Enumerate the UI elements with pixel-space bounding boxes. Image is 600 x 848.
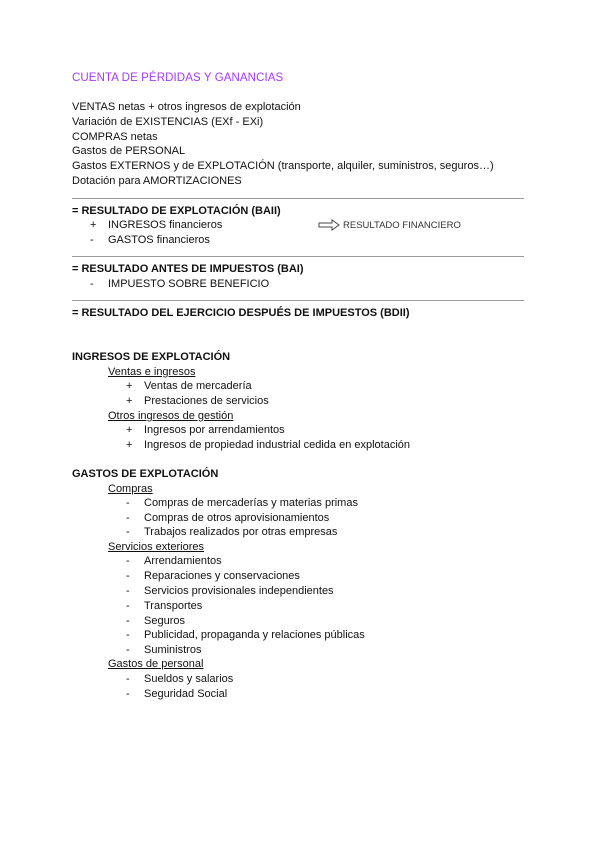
gastos-group-title: Servicios exteriores [108,541,204,553]
gastos-group-title: Compras [108,483,153,495]
list-item: - Arrendamientos [126,555,222,567]
intro-line: Gastos de PERSONAL [72,145,186,157]
intro-line: Variación de EXISTENCIAS (EXf - EXi) [72,116,264,128]
list-item: - Seguros [126,615,185,627]
list-item: - Transportes [126,600,203,612]
ingresos-group-title: Otros ingresos de gestión [108,410,234,422]
list-item: - Reparaciones y conservaciones [126,570,300,582]
list-item: - Sueldos y salarios [126,673,234,685]
intro-line: Gastos EXTERNOS y de EXPLOTACIÓN (transporte, alquiler, suministros, seguros…) [72,160,494,172]
divider [72,300,524,301]
bdii-result: = RESULTADO DEL EJERCICIO DESPUÉS DE IMPUESTOS (BDII) [72,307,410,319]
list-item: + Ventas de mercadería [126,380,252,392]
list-item: - Trabajos realizados por otras empresas [126,526,338,538]
divider [72,256,524,257]
list-item: - Suministros [126,644,202,656]
tax-item: - IMPUESTO SOBRE BENEFICIO [90,278,270,290]
bai-pre-result: = RESULTADO ANTES DE IMPUESTOS (BAI) [72,263,304,275]
financial-item: - GASTOS financieros [90,234,210,246]
intro-line: Dotación para AMORTIZACIONES [72,175,242,187]
ingresos-heading: INGRESOS DE EXPLOTACIÓN [72,351,231,363]
gastos-heading: GASTOS DE EXPLOTACIÓN [72,468,219,480]
list-item: + Ingresos de propiedad industrial cedida en explotación [126,439,411,451]
list-item: + Prestaciones de servicios [126,395,269,407]
ingresos-group-title: Ventas e ingresos [108,366,196,378]
list-item: - Seguridad Social [126,688,228,700]
financial-result-note: RESULTADO FINANCIERO [318,219,461,231]
list-item: - Servicios provisionales independientes [126,585,334,597]
page-title: CUENTA DE PÉRDIDAS Y GANANCIAS [72,72,284,84]
divider [72,198,524,199]
list-item: - Publicidad, propaganda y relaciones públicas [126,629,365,641]
intro-line: COMPRAS netas [72,131,158,143]
intro-line: VENTAS netas + otros ingresos de explotación [72,101,301,113]
arrow-right-icon [318,219,340,231]
financial-item: + INGRESOS financieros [90,219,223,231]
list-item: - Compras de otros aprovisionamientos [126,512,330,524]
bai-result: = RESULTADO DE EXPLOTACIÓN (BAII) [72,205,281,217]
list-item: - Compras de mercaderías y materias primas [126,497,358,509]
gastos-group-title: Gastos de personal [108,658,204,670]
list-item: + Ingresos por arrendamientos [126,424,285,436]
